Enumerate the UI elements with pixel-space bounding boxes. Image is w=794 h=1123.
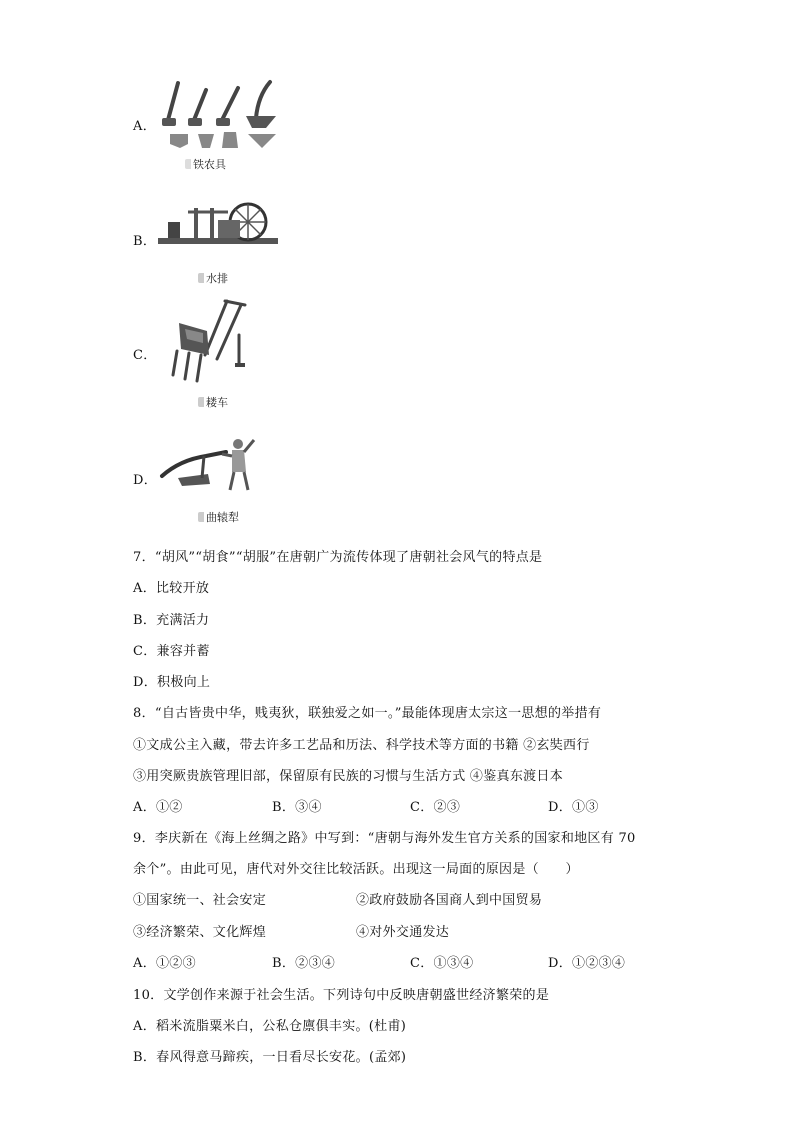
water-bellows-icon	[158, 200, 278, 250]
q10-option-a: A．稻米流脂粟米白，公私仓廪俱丰实。(杜甫)	[133, 1019, 407, 1034]
q8-option-b: B．③④	[272, 800, 322, 815]
q9-option-c: C．①③④	[410, 956, 474, 971]
q9-option-b: B．②③④	[272, 956, 336, 971]
q8-option-d: D．①③	[548, 800, 599, 815]
q10-option-b: B．春风得意马蹄疾，一日看尽长安花。(孟郊)	[133, 1050, 407, 1065]
option-c-letter: C．	[133, 348, 157, 363]
q9-option-a: A．①②③	[133, 956, 196, 971]
q8-option-a: A．①②	[133, 800, 183, 815]
q8-option-c: C．②③	[410, 800, 461, 815]
q7-option-a: A．比较开放	[133, 581, 210, 596]
q8-stem: 8．“自古皆贵中华，贱夷狄，联独爱之如一。”最能体现唐太宗这一思想的举措有	[133, 706, 602, 721]
q9-item-2: ②政府鼓励各国商人到中国贸易	[356, 893, 543, 908]
q9-item-1: ①国家统一、社会安定	[133, 893, 267, 908]
q9-stem-line-2: 余个”。由此可见，唐代对外交往比较活跃。出现这一局面的原因是（ ）	[133, 862, 579, 877]
q9-item-3: ③经济繁荣、文化辉煌	[133, 925, 267, 940]
option-b-caption: 水排	[198, 270, 228, 286]
q9-option-d: D．①②③④	[548, 956, 626, 971]
q7-stem: 7．“胡风”“胡食”“胡服”在唐朝广为流传体现了唐朝社会风气的特点是	[133, 550, 543, 565]
option-d-caption: 曲辕犁	[198, 509, 239, 525]
q8-line-2: ③用突厥贵族管理旧部，保留原有民族的习惯与生活方式 ④鉴真东渡日本	[133, 769, 564, 784]
q10-stem: 10．文学创作来源于社会生活。下列诗句中反映唐朝盛世经济繁荣的是	[133, 988, 550, 1003]
q8-line-1: ①文成公主入藏，带去许多工艺品和历法、科学技术等方面的书籍 ②玄奘西行	[133, 738, 590, 753]
iron-farm-tools-icon	[158, 78, 280, 150]
q7-option-d: D．积极向上	[133, 675, 211, 690]
option-a-caption: 铁农具	[185, 156, 226, 172]
q7-option-c: C．兼容并蓄	[133, 644, 210, 659]
q9-stem-line-1: 9．李庆新在《海上丝绸之路》中写到：“唐朝与海外发生官方关系的国家和地区有 70	[133, 831, 636, 846]
option-a-letter: A．	[133, 119, 156, 134]
q9-item-4: ④对外交通发达	[356, 925, 450, 940]
curved-plow-icon	[160, 434, 260, 494]
option-b-letter: B．	[133, 234, 157, 249]
option-d-letter: D．	[133, 473, 158, 488]
option-c-caption: 耧车	[198, 394, 228, 410]
q7-option-b: B．充满活力	[133, 613, 210, 628]
seed-drill-icon	[165, 295, 255, 387]
